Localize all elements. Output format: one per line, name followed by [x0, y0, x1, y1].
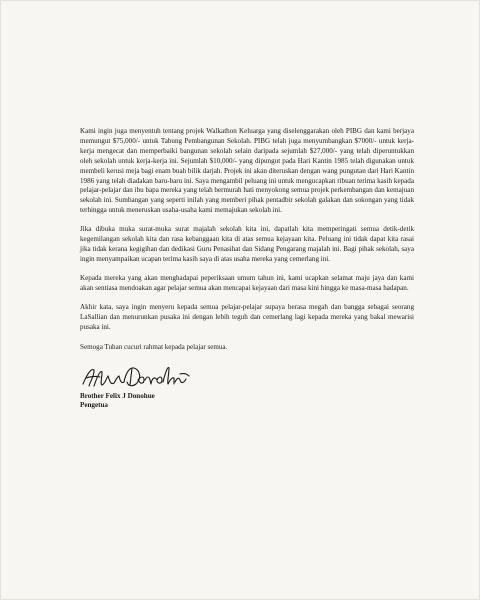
signatory-title: Pengetua: [80, 400, 108, 409]
paragraph-magazine: Jika dibuka muka surat-muka surat majalah sekolah kita ini, dapatlah kita memperingati semua detik-detik kegemilangan sekolah kita dan rasa kebanggaan kita di atas semua kejayaan kita. Peluang ini tidak dapat kita rasai jika tidak kerana kegigihan dan dedikasi Guru Penasihat dan Sidang Pengarang majalah ini. Bagi pihak sekolah, saya ingin menyampaikan ucapan terima kasih saya di atas usaha mereka yang cemerlang ini.: [80, 225, 414, 264]
paragraph-exams: Kepada mereka yang akan menghadapai peperiksaan umum tahun ini, kami ucapkan selamat maju jaya dan kami akan sentiasa mendoakan agar pelajar semua akan mencapai kejayaan dari masa kini hingga ke masa-masa hadapan.: [80, 274, 414, 293]
paragraph-closing: Akhir kata, saya ingin menyeru kepada semua pelajar-pelajar supaya berasa megah dan bangga sebagai seorang LaSallian dan menurunkan pusaka ini dengan lebih teguh dan cemerlang lagi kepada mereka yang bakal mewarisi pusaka ini.: [80, 303, 414, 332]
handwritten-signature: [80, 362, 190, 392]
paragraph-walkathon: Kami ingin juga menyentuh tentang projek Walkathon Keluarga yang diselenggarakan oleh PIBG dan kami berjaya memungut $75,000/- untuk Tabung Pembangunan Sekolah. PIBG telah juga menyumbangkan $7000/- untuk kerja-kerja mengecat dan memperbaiki bangunan sekolah selain daripada sejumlah $27,000/- yang telah diperuntukkan oleh sekolah untuk kerja-kerja ini. Sejumlah $10,000/- yang dipungut pada Hari Kantin 1985 telah digunakan untuk membeli kerusi meja bagi enam buah bilik darjah. Projek ini akan diteruskan dengan wang pungutan dari Hari Kantin 1986 yang telah diadakan baru-baru ini. Saya mengambil peluang ini untuk mengucapkan ribuan terima kasih kepada pelajar-pelajar dan ibu bapa mereka yang telah bermurah hati menyokong semua projek perkembangan dan kemajuan sekolah ini. Sumbangan yang seperti inilah yang memberi pihak pentadbir sekolah galakan dan sokongan yang tidak terhingga untuk meneruskan usaha-usaha kami memajukan sekolah ini.: [80, 127, 414, 215]
letter-body: [80, 127, 414, 410]
paragraph-blessing: Semoga Tuhan cucuri rahmat kepada pelajar semua.: [80, 342, 228, 351]
signatory-name: Brother Felix J Donohue: [80, 391, 155, 400]
